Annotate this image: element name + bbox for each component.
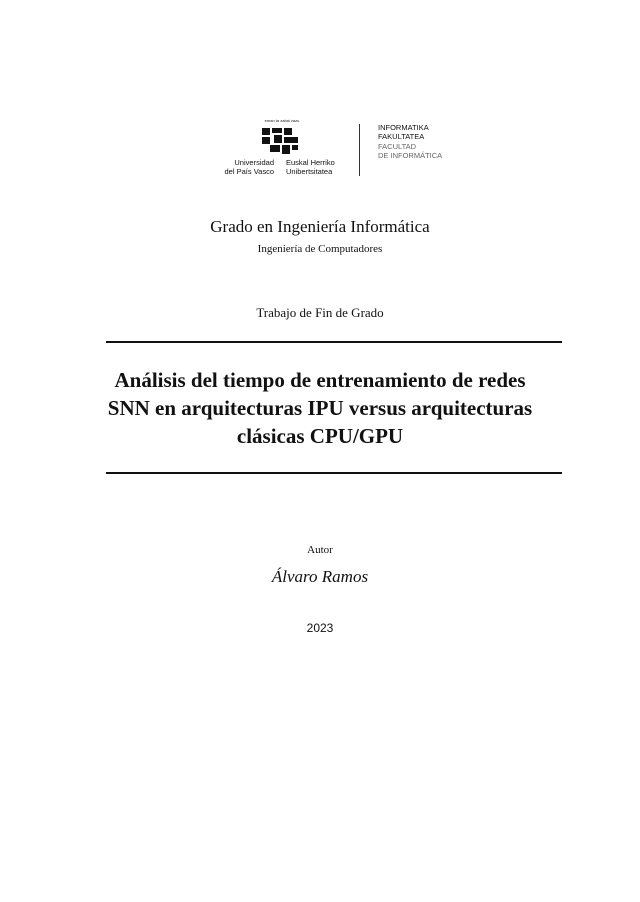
work-type: Trabajo de Fin de Grado: [256, 305, 384, 320]
faculty-name-es: FACULTAD DE INFORMÁTICA: [378, 142, 443, 160]
author-label: Autor: [307, 544, 333, 556]
university-name-es-line: Universidad del País Vasco: [224, 158, 274, 176]
author-name: Álvaro Ramos: [271, 567, 369, 586]
title-rule-bottom: [106, 472, 562, 474]
thesis-title-line: Análisis del tiempo de entrenamiento de redes: [114, 368, 526, 392]
specialty: Ingeniería de Computadores: [257, 243, 383, 255]
thesis-title-line: clásicas CPU/GPU: [236, 424, 404, 448]
faculty-name-eu: INFORMATIKA FAKULTATEA: [378, 123, 429, 141]
university-logo: [218, 118, 458, 182]
degree-title: Grado en Ingeniería Informática: [210, 217, 430, 236]
upv-ehu-emblem-icon: [260, 126, 302, 156]
thesis-title-line: SNN en arquitecturas IPU versus arquitecturas: [107, 396, 533, 420]
university-name-es: [220, 158, 274, 176]
logo-divider: [359, 124, 360, 176]
thesis-title: [0, 366, 640, 450]
year: 2023: [306, 621, 334, 635]
title-rule-top: [106, 341, 562, 343]
university-name-eu: [286, 158, 356, 176]
logo-motto: eman ta zabal zazu: [264, 118, 300, 123]
university-name-eu-line: Euskal Herriko Unibertsitatea: [286, 158, 335, 176]
